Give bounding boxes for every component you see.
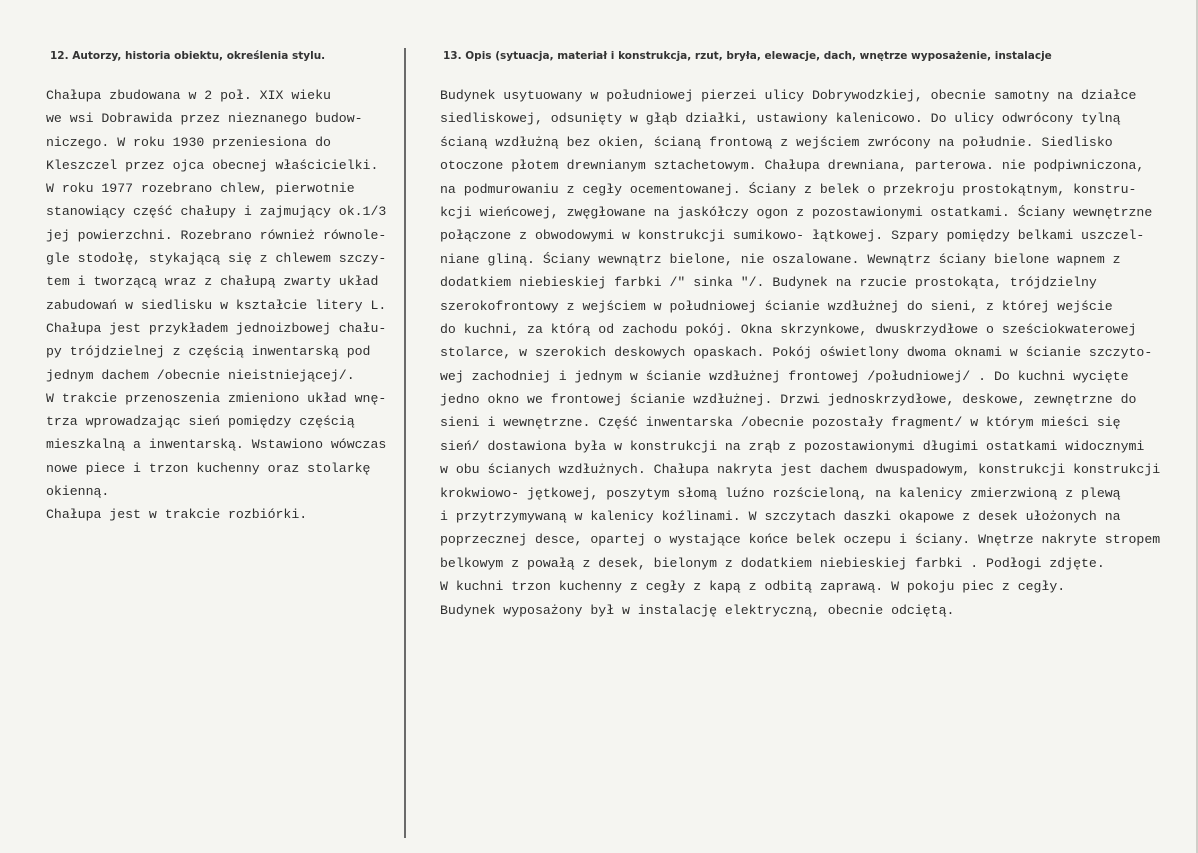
text-line: trza wprowadzając sień pomiędzy częścią bbox=[46, 414, 355, 430]
text-line: do kuchni, za którą od zachodu pokój. Okna skrzynkowe, dwuskrzydłowe o sześciokwaterowej bbox=[440, 321, 1137, 337]
text-line: jedno okno we frontowej ścianie wzdłużnej. Drzwi jednoskrzydłowe, deskowe, zewnętrzne do bbox=[440, 392, 1137, 408]
text-line: tem i tworzącą wraz z chałupą zwarty układ bbox=[46, 274, 379, 290]
text-line: zabudowań w siedlisku w kształcie litery L. bbox=[46, 297, 387, 313]
text-line: i przytrzymywaną w kalenicy koźlinami. W szczytach daszki okapowe z desek ułożonych na bbox=[440, 509, 1121, 525]
text-line: Budynek usytuowany w południowej pierzei ulicy Dobrywodzkiej, obecnie samotny na działce bbox=[440, 88, 1137, 103]
text-line: W kuchni trzon kuchenny z cegły z kapą z odbitą zaprawą. W pokoju piec z cegły. bbox=[440, 579, 1066, 595]
text-line: belkowym z powałą z desek, bielonym z dodatkiem niebieskiej farbki . Podłogi zdjęte. bbox=[440, 555, 1105, 571]
section-12-heading: 12. Autorzy, historia obiektu, określenia stylu. bbox=[50, 50, 326, 62]
text-line: Kleszczel przez ojca obecnej właścicielki. bbox=[46, 157, 379, 173]
text-line: py trójdzielnej z częścią inwentarską pod bbox=[46, 344, 371, 360]
text-line: połączone z obwodowymi w konstrukcji sumikowo- łątkowej. Szpary pomiędzy belkami uszczel- bbox=[440, 228, 1145, 244]
text-line: gle stodołę, stykającą się z chlewem szczy- bbox=[46, 251, 387, 267]
text-line: stolarce, w szerokich deskowych opaskach. Pokój oświetlony dwoma oknami w ścianie szczyto- bbox=[440, 345, 1153, 361]
text-line: mieszkalną a inwentarską. Wstawiono wówczas bbox=[46, 437, 387, 453]
text-line: kcji wieńcowej, zwęgłowane na jaskółczy ogon z pozostawionymi ostatkami. Ściany wewnętrzne bbox=[440, 204, 1153, 220]
text-line: jednym dachem /obecnie nieistniejącej/. bbox=[46, 367, 355, 383]
text-line: szerokofrontowy z wejściem w południowej ścianie wzdłużnej do sieni, z której wejście bbox=[440, 298, 1113, 314]
text-line: we wsi Dobrawida przez nieznanego budow- bbox=[46, 111, 363, 127]
text-line: niane gliną. Ściany wewnątrz bielone, nie oszalowane. Wewnątrz ściany bielone wapnem z bbox=[440, 251, 1121, 267]
text-line: Chałupa jest przykładem jednoizbowej chału- bbox=[46, 320, 387, 336]
section-13-heading: 13. Opis (sytuacja, materiał i konstrukcja, rzut, bryła, elewacje, dach, wnętrze wyposażenie, instalacje bbox=[443, 50, 1052, 62]
text-line: nowe piece i trzon kuchenny oraz stolarkę bbox=[46, 460, 371, 476]
text-line: Chałupa zbudowana w 2 poł. XIX wieku bbox=[46, 88, 331, 103]
text-line: stanowiący część chałupy i zajmujący ok.1/3 bbox=[46, 204, 387, 220]
text-line: w obu ścianych wzdłużnych. Chałupa nakryta jest dachem dwuspadowym, konstrukcji konstrukcji bbox=[440, 462, 1161, 478]
text-line: sień/ dostawiona była w konstrukcji na zrąb z pozostawionymi długimi ostatkami widocznymi bbox=[440, 438, 1145, 454]
text-line: W roku 1977 rozebrano chlew, pierwotnie bbox=[46, 181, 355, 197]
text-line: poprzecznej desce, opartej o wystające końce belek oczepu i ściany. Wnętrze nakryte stropem bbox=[440, 532, 1161, 548]
text-line: otoczone płotem drewnianym sztachetowym. Chałupa drewniana, parterowa. nie podpiwniczona, bbox=[440, 158, 1145, 174]
text-line: siedliskowej, odsunięty w głąb działki, ustawiony kalenicowo. Do ulicy odwrócony tylną bbox=[440, 111, 1121, 127]
text-line: dodatkiem niebieskiej farbki /" sinka "/. Budynek na rzucie prostokąta, trójdzielny bbox=[440, 275, 1097, 291]
text-line: okienną. bbox=[46, 484, 110, 500]
column-divider bbox=[404, 48, 406, 838]
text-line: krokwiowo- jętkowej, poszytym słomą luźno rozścieloną, na kalenicy zmierzwioną z plewą bbox=[440, 485, 1121, 501]
text-line: sieni i wewnętrzne. Część inwentarska /obecnie pozostały fragment/ w którym mieści się bbox=[440, 415, 1121, 431]
text-line: niczego. W roku 1930 przeniesiona do bbox=[46, 134, 331, 150]
text-line: wej zachodniej i jednym w ścianie wzdłużnej frontowej /południowej/ . Do kuchni wycięte bbox=[440, 368, 1129, 384]
section-13-text bbox=[440, 84, 1192, 622]
section-12-text bbox=[46, 84, 402, 527]
text-line: Chałupa jest w trakcie rozbiórki. bbox=[46, 507, 308, 523]
text-line: W trakcie przenoszenia zmieniono układ wnę- bbox=[46, 390, 387, 406]
text-line: ścianą wzdłużną bez okien, ścianą frontową z wejściem zwrócony na południe. Siedlisko bbox=[440, 134, 1113, 150]
text-line: na podmurowaniu z cegły ocementowanej. Ściany z belek o przekroju prostokątnym, konstru- bbox=[440, 181, 1137, 197]
text-line: jej powierzchni. Rozebrano również równole- bbox=[46, 227, 387, 243]
text-line: Budynek wyposażony był w instalację elektryczną, obecnie odciętą. bbox=[440, 602, 955, 618]
